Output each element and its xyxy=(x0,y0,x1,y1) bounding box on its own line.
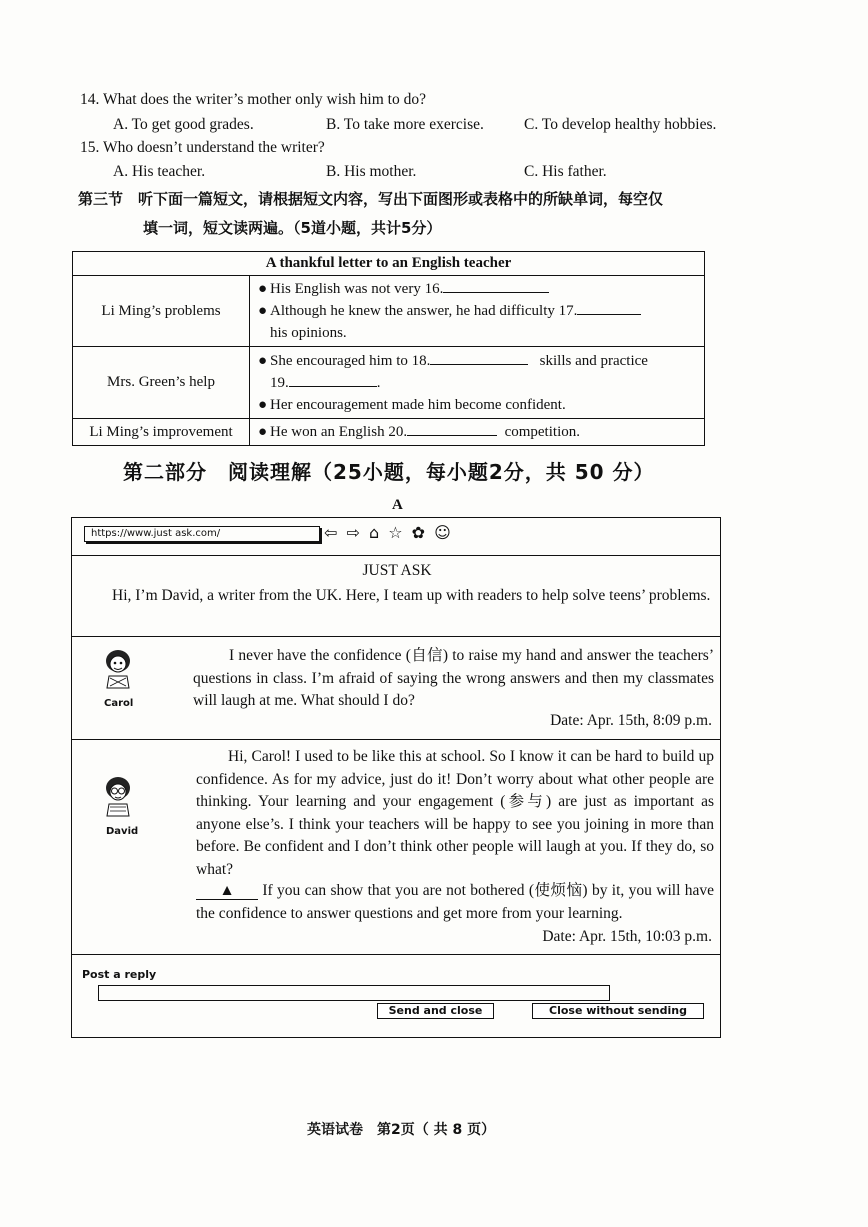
carol-message: I never have the confidence (自信) to raise my hand and answer the teachers’ questions in class. I’m afraid of saying the wrong answers and then my classmates will laugh at me. What should I do? xyxy=(193,647,714,709)
carol-name: Carol xyxy=(104,698,134,709)
question-15-option-a: A. His teacher. xyxy=(113,163,206,180)
blank-triangle-icon: ▲ xyxy=(219,882,235,899)
encouragement-text: Her encouragement made him become confident. xyxy=(270,396,566,413)
blank-17-continuation: his opinions. xyxy=(270,325,347,341)
reply-label: Post a reply xyxy=(82,968,157,981)
table-title: A thankful letter to an English teacher xyxy=(73,252,705,276)
section-3-instruction-line2: 填一词，短文读两遍。（5道小题，共计5分） xyxy=(143,219,442,237)
david-name: David xyxy=(106,826,139,837)
row-content-help: ● She encouraged him to 18. skills and practice 19. . ● Her encouragement made him become confident. xyxy=(250,347,705,419)
blank-17-text: Although he knew the answer, he had difficulty 17. xyxy=(270,303,578,319)
blank-16-text: His English was not very 16. xyxy=(270,281,444,297)
passage-label: A xyxy=(392,497,403,513)
row-label-help: Mrs. Green’s help xyxy=(73,347,250,419)
question-15-option-b: B. His mother. xyxy=(326,163,417,180)
blank-20-after: competition. xyxy=(504,424,580,440)
blank-18-text: She encouraged him to 18. xyxy=(270,352,431,369)
forum-window xyxy=(71,517,721,1038)
blank-19-period: . xyxy=(376,374,381,391)
david-message-continuation: If you can show that you are not bothered (使烦恼) by it, you will have the confidence to answer questions and get more from your learning. xyxy=(196,882,714,922)
row-content-problems: ● His English was not very 16. ● Although he knew the answer, he had difficulty 17. his opinions. xyxy=(250,276,705,347)
blank-18-after: skills and practice xyxy=(539,352,648,369)
question-15-option-c: C. His father. xyxy=(524,163,607,180)
passage-blank[interactable] xyxy=(196,883,258,900)
answer-blank-18[interactable] xyxy=(430,350,528,365)
address-bar[interactable]: https://www.just ask.com/ xyxy=(84,526,320,542)
part-2-heading: 第二部分 阅读理解（25小题，每小题2分，共 50 分） xyxy=(123,460,655,484)
close-without-sending-button[interactable]: Close without sending xyxy=(532,1003,704,1019)
blank-19-text: 19. xyxy=(270,374,289,391)
listening-table xyxy=(72,251,705,446)
browser-nav-icons[interactable]: ⇦ ⇨ ⌂ ☆ ✿ ☺ xyxy=(324,523,453,542)
question-14-option-c: C. To develop healthy hobbies. xyxy=(524,116,717,133)
question-14-option-a: A. To get good grades. xyxy=(113,116,254,133)
page-footer: 英语试卷 第2页（ 共 8 页） xyxy=(307,1122,496,1138)
site-title: JUST ASK xyxy=(362,562,432,579)
intro-text: Hi, I’m David, a writer from the UK. Here, I team up with readers to help solve teens’ problems. xyxy=(112,587,711,604)
reply-input[interactable] xyxy=(98,985,610,1001)
david-avatar-icon xyxy=(100,776,136,822)
david-message-2 xyxy=(196,880,714,925)
answer-blank-16[interactable] xyxy=(443,278,549,293)
blank-20-text: He won an English 20. xyxy=(270,424,408,440)
question-15-stem: 15. Who doesn’t understand the writer? xyxy=(80,139,325,156)
david-date: Date: Apr. 15th, 10:03 p.m. xyxy=(542,928,712,945)
carol-avatar-icon xyxy=(100,648,136,694)
row-label-problems: Li Ming’s problems xyxy=(73,276,250,347)
question-14-stem: 14. What does the writer’s mother only wish him to do? xyxy=(80,91,426,108)
carol-date: Date: Apr. 15th, 8:09 p.m. xyxy=(550,712,712,729)
send-and-close-button[interactable]: Send and close xyxy=(377,1003,494,1019)
row-content-improvement: ● He won an English 20. competition. xyxy=(250,419,705,446)
row-label-improvement: Li Ming’s improvement xyxy=(73,419,250,446)
answer-blank-20[interactable] xyxy=(407,421,497,436)
david-message: Hi, Carol! I used to be like this at school. So I know it can be hard to build up confidence. As for my advice, just do it! Don’t worry about what other people are thinking. Your learning and your engagement (参与) are just as important as anyone else’s. I think your teachers will be happy to see you joining in more than before. Be confident and I don’t think other people will laugh at you. If they do, so what? xyxy=(196,748,714,878)
section-3-instruction-line1: 第三节 听下面一篇短文，请根据短文内容，写出下面图形或表格中的所缺单词，每空仅 xyxy=(78,190,664,208)
answer-blank-19[interactable] xyxy=(289,372,377,387)
question-14-option-b: B. To take more exercise. xyxy=(326,116,484,133)
answer-blank-17[interactable] xyxy=(577,300,641,315)
